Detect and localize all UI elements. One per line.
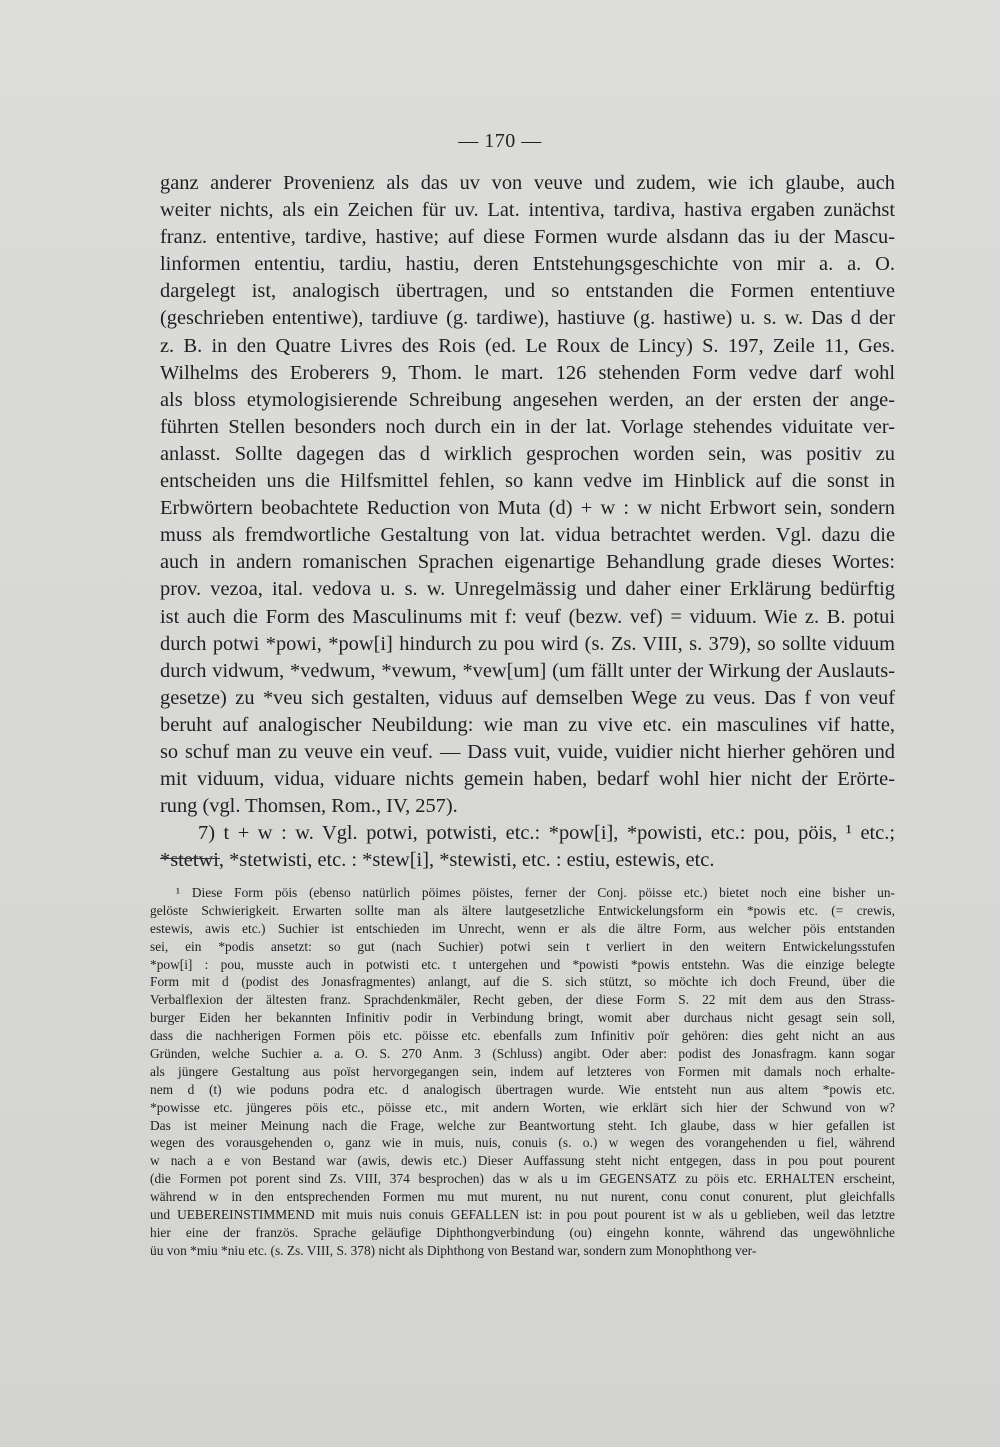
main-text-line: durch potwi *powi, *pow[i] hindurch zu pou wird (s. Zs. VIII, s. 379), so sollte viduum [160,632,895,655]
footnote-line: Gründen, welche Suchier a. a. O. S. 270 Anm. 3 (Schluss) angibt. Oder aber: podist des Jonasfragm. kann sogar [150,1046,895,1062]
main-text-line: rung (vgl. Thomsen, Rom., IV, 257). [160,795,458,818]
footnote-line: Das ist meiner Meinung nach die Frage, welche zur Beantwortung steht. Ich glaube, dass w hier gefallen ist [150,1117,895,1133]
footnote-line: nem d (t) wie poduns podra etc. d analogisch übertragen wurde. Wie entsteht nun aus altem *powis etc. [150,1081,895,1097]
main-text-line: Wilhelms des Eroberers 9, Thom. le mart. 126 stehenden Form vedve darf wohl [160,361,895,384]
main-text-line: anlasst. Sollte dagegen das d wirklich gesprochen worden sein, was positiv zu [160,442,895,465]
footnote-line: als jüngere Gestaltung aus poïst hervorgegangen sein, indem auf letzteres von Formen mit damals noch erhalte- [150,1063,895,1079]
footnote-line: hier eine der französ. Sprache geläufige Diphthongverbindung (ou) eingehn konnte, während das ungewöhnliche [150,1224,895,1240]
footnote-section [150,884,895,1260]
main-text-line: franz. ententive, tardive, hastive; auf diese Formen wurde alsdann das iu der Mascu- [160,226,895,249]
footnote-line: Form mit d (podist des Jonasfragmentes) anlangt, auf die S. sich stützt, so möchte ich doch Freund, über die [150,974,895,990]
footnote-line: und UEBEREINSTIMMEND mit muis nuis conuis GEFALLEN ist: in pou pout pourent ist w als u geblieben, weil das letztre [150,1207,895,1223]
footnote-line: gelöste Schwierigkeit. Erwarten sollte man als ältere lautgesetzliche Entwickelungsform ein *powis etc. (= crewis, [150,902,895,918]
footnote-line: Verbalflexion der ältesten franz. Sprachdenkmäler, Recht geben, der diese Form S. 22 mit dem aus den Strass- [150,992,895,1008]
main-text-line: durch vidwum, *vedwum, *vewum, *vew[um] (um fällt unter der Wirkung der Auslauts- [160,659,895,682]
footnote-line: *powisse etc. jüngeres pöis etc., pöisse etc., mit andern Worten, wie erklärt sich hier der Schwund von w? [150,1099,895,1115]
page-number: — 170 — [458,130,542,152]
footnote-line: während w in den entsprechenden Formen mu mut murent, nu nut nurent, conu conut conurent, plut gleichfalls [150,1189,895,1205]
footnote-line: w nach a e von Bestand war (awis, dewis etc.) Dieser Auffassung steht nicht entgegen, dass in pou pout pourent [150,1153,895,1169]
main-text-line: entscheiden uns die Hilfsmittel fehlen, so kann vedve im Hinblick auf die sonst in [160,470,895,493]
main-text-line: gesetze) zu *veu sich gestalten, viduus auf demselben Wege zu veus. Das f von veuf [160,686,895,709]
main-text-line: *stetwi, *stetwisti, etc. : *stew[i], *stewisti, etc. : estiu, estewis, etc. [160,849,715,872]
main-text-line: muss als fremdwortliche Gestaltung von lat. vidua betrachtet werden. Vgl. dazu die [160,524,895,547]
main-text-line: dargelegt ist, analogisch übertragen, und so entstanden die Formen ententiuve [160,280,895,303]
main-text-line: weiter nichts, als ein Zeichen für uv. Lat. intentiva, tardiva, hastiva ergaben zunächst [160,199,895,222]
main-text-line: linformen ententiu, tardiu, hastiu, deren Entstehungsgeschichte von mir a. a. O. [160,253,895,276]
main-text-line: als bloss etymologisierende Schreibung angesehen werden, an der ersten der ange- [160,388,895,411]
main-text-line: 7) t + w : w. Vgl. potwi, potwisti, etc.: *pow[i], *powisti, etc.: pou, pöis, ¹ etc.; [198,822,895,845]
main-text-line: Erbwörtern beobachtete Reduction von Muta (d) + w : w nicht Erbwort sein, sondern [160,497,895,520]
footnote-line: (die Formen pot porent sind Zs. VIII, 374 besprochen) das w als u im GEGENSATZ zu pöis etc. ERHALTEN erscheint, [150,1171,895,1187]
main-text-line: beruht auf analogischer Neubildung: wie man zu vive etc. ein masculines vif hatte, [160,713,895,736]
main-text-body [160,170,895,874]
footnote-line: wegen des vorausgehenden o, ganz wie in muis, nuis, conuis (s. o.) w wegen des vorangehenden u fiel, während [150,1135,895,1151]
footnote-divider [160,858,220,859]
footnote-line: *pow[i] : pou, musste auch in potwisti etc. t untergehen und *powisti *powis entstehn. Was die einzige belegte [150,956,895,972]
main-text-line: prov. vezoa, ital. vedova u. s. w. Unregelmässig und daher einer Erklärung bedürftig [160,578,895,601]
main-text-line: (geschrieben ententiwe), tardiuve (g. tardiwe), hastiuve (g. hastiwe) u. s. w. Das d der [160,307,895,330]
main-text-line: mit viduum, vidua, viduare nichts gemein haben, bedarf wohl hier nicht der Erörte- [160,768,895,791]
footnote-line: ¹ Diese Form pöis (ebenso natürlich pöimes pöistes, ferner der Conj. pöisse etc.) bietet noch eine bisher un- [176,885,895,900]
footnote-line: üu von *miu *niu etc. (s. Zs. VIII, S. 378) nicht als Diphthong von Bestand war, sondern zum Monophthong ver- [150,1242,757,1258]
main-text-line: ganz anderer Provenienz als das uv von veuve und zudem, wie ich glaube, auch [160,172,895,194]
footnote-line: burger Eiden her bekannten Infinitiv podir in Verbindung bringt, womit aber durchaus nicht gesagt sein soll, [150,1010,895,1026]
footnote-line: sei, ein *podis ansetzt: so gut (nach Suchier) potwi sein t verliert in den weitern Entwickelungsstufen [150,938,895,954]
main-text-line: führten Stellen besonders noch durch ein in der lat. Vorlage stehendes viduitate ver- [160,415,895,438]
footnote-line: dass die nachherigen Formen pöis etc. pöisse etc. ebenfalls zum Infinitiv poïr gehören: dies geht nicht an aus [150,1028,895,1044]
footnote-line: estewis, awis etc.) Suchier ist entschieden im Unrecht, wenn er als die ältre Form, aus welcher pöis entstanden [150,920,895,936]
main-text-line: ist auch die Form des Masculinums mit f: veuf (bezw. vef) = viduum. Wie z. B. potui [160,605,895,628]
main-text-line: auch in andern romanischen Sprachen eigenartige Behandlung grade dieses Wortes: [160,551,895,574]
main-text-line: so schuf man zu veuve ein veuf. — Dass vuit, vuide, vuidier nicht hierher gehören und [160,740,895,763]
main-text-line: z. B. in den Quatre Livres des Rois (ed. Le Roux de Lincy) S. 197, Zeile 11, Ges. [160,334,895,357]
